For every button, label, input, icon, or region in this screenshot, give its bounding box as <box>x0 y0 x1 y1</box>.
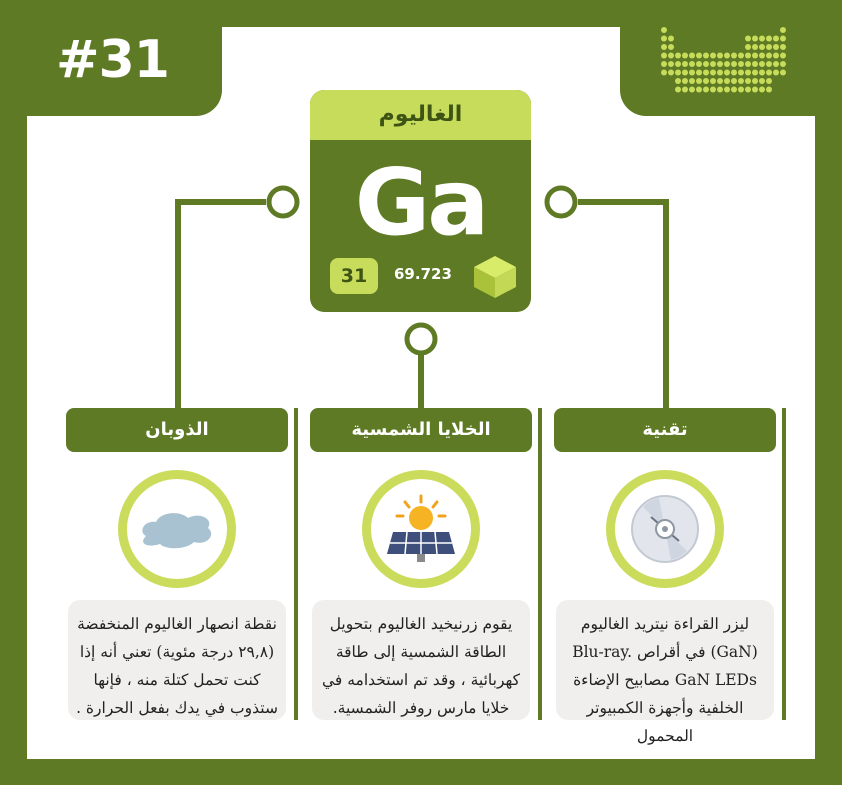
column-text: نقطة انصهار الغاليوم المنخفضة (٢٩,٨ درجة مئوية) تعني أنه إذا كنت تحمل كتلة منه ، فإنها ستذوب في يدك بفعل الحرارة . <box>68 600 286 720</box>
column-title: تقنية <box>554 408 776 452</box>
connector-node-center <box>407 325 435 353</box>
cube-icon <box>472 254 518 300</box>
column-technology <box>554 408 786 745</box>
disc-icon <box>629 493 701 565</box>
column-rail <box>294 408 298 720</box>
icon-ring <box>362 470 480 588</box>
column-solar-cells <box>310 408 542 720</box>
element-name: الغاليوم <box>310 90 531 140</box>
connector-node-right <box>547 188 575 216</box>
atomic-number-badge: 31 <box>330 258 378 294</box>
puddle-icon <box>136 506 218 552</box>
issue-number: #31 <box>56 30 169 90</box>
column-rail <box>782 408 786 720</box>
icon-ring <box>606 470 724 588</box>
atomic-mass: 69.723 <box>394 265 452 283</box>
column-title: الذوبان <box>66 408 288 452</box>
column-text: ليزر القراءة نيتريد الغاليوم (GaN) في أقراص Blu-ray. GaN LEDs مصابيح الإضاءة الخلفية وأجهزة الكمبيوتر المحمول <box>556 600 774 720</box>
column-melting <box>66 408 298 720</box>
element-card <box>310 90 531 312</box>
column-title: الخلايا الشمسية <box>310 408 532 452</box>
solar-panel-icon <box>383 494 459 564</box>
column-text: يقوم زرنيخيد الغاليوم بتحويل الطاقة الشمسية إلى طاقة كهربائية ، وقد تم استخدامه في خلايا مارس روفر الشمسية. <box>312 600 530 720</box>
column-rail <box>538 408 542 720</box>
element-symbol: Ga <box>354 149 487 256</box>
icon-ring <box>118 470 236 588</box>
